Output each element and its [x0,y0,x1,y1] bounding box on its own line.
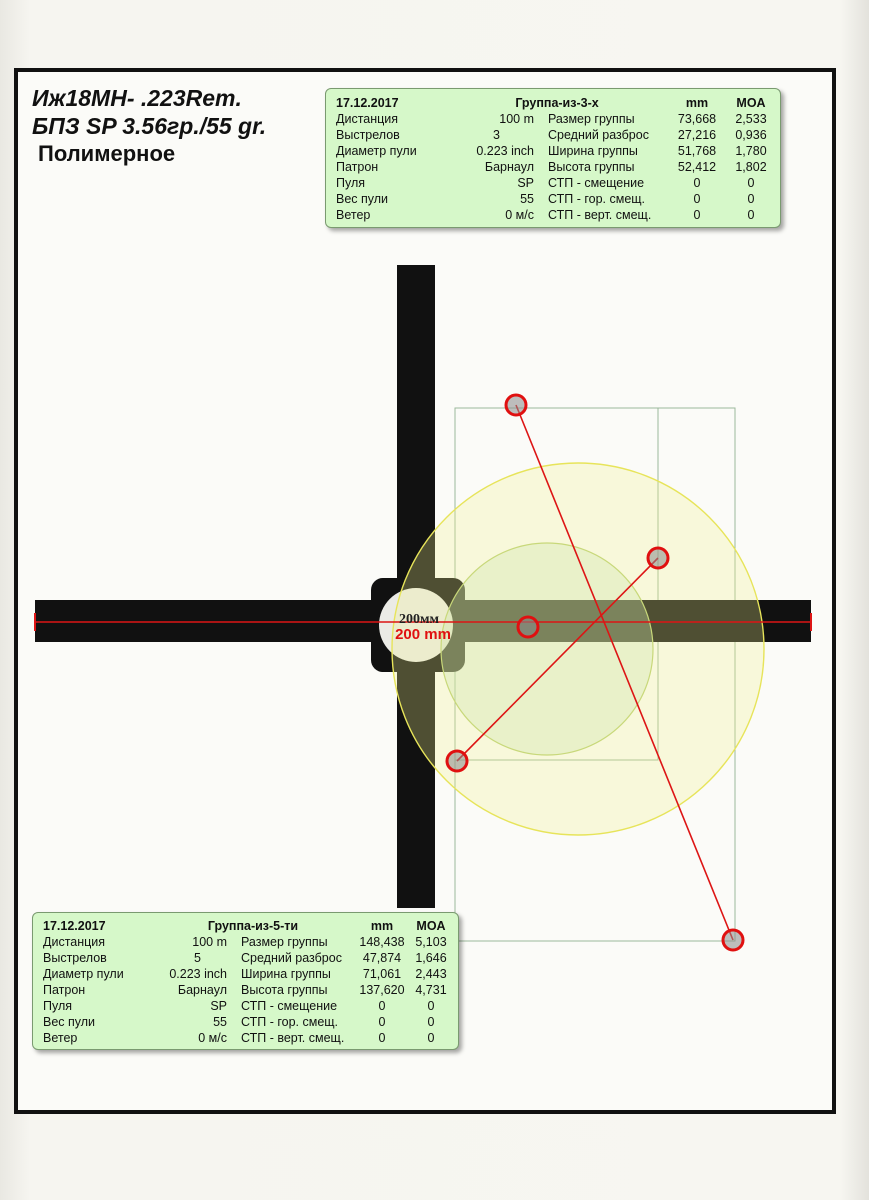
param-value: SP [210,999,227,1013]
stat-label: Средний разброс [241,951,342,965]
stat-mm: 51,768 [677,144,717,158]
group5-row [43,1014,453,1030]
stat-label: Ширина группы [241,967,331,981]
group3-row [336,175,776,191]
title-stock: Полимерное [38,141,176,166]
param-label: Вес пули [43,1015,96,1029]
stat-moa: 0,936 [735,128,767,142]
group5-col-mm: mm [370,919,394,933]
group5-info-box [32,912,459,1050]
param-value: Барнаул [177,983,227,997]
param-value: 55 [213,1015,227,1029]
param-value: Барнаул [484,160,534,174]
param-value: 0 м/с [505,208,534,222]
param-value: SP [517,176,534,190]
param-label: Пуля [336,176,366,190]
group3-row [336,159,776,175]
param-label: Патрон [43,983,86,997]
stat-moa: 0 [747,192,755,206]
scale-label-overlay: 200 mm [395,626,451,643]
stat-mm: 137,620 [359,983,405,997]
stat-moa: 5,103 [415,935,447,949]
group5-row [43,950,453,966]
stat-mm: 0 [693,192,701,206]
stat-moa: 2,533 [735,112,767,126]
stat-moa: 0 [427,1031,435,1045]
param-value: 0 м/с [198,1031,227,1045]
stat-label: Ширина группы [548,144,638,158]
param-label: Ветер [43,1031,78,1045]
param-label: Вес пули [336,192,389,206]
scale-label-printed: 200мм [398,612,440,627]
hit-4 [447,751,467,771]
stat-moa: 4,731 [415,983,447,997]
stat-moa: 1,802 [735,160,767,174]
hit-5 [723,930,743,950]
hit-3 [518,617,538,637]
stat-mm: 0 [693,208,701,222]
stat-moa: 0 [747,208,755,222]
stat-label: СТП - смещение [548,176,645,190]
group3-circle [441,543,653,755]
group3-row [336,143,776,159]
param-value: 0.223 inch [476,144,534,158]
group3-col-mm: mm [685,96,709,110]
stat-mm: 73,668 [677,112,717,126]
stat-moa: 1,646 [415,951,447,965]
stat-mm: 52,412 [677,160,717,174]
stat-label: Размер группы [241,935,328,949]
group3-date: 17.12.2017 [336,96,399,110]
stat-mm: 0 [378,1015,386,1029]
stat-label: Высота группы [241,983,328,997]
param-value: 5 [194,951,201,965]
rifle-title-block [32,84,312,168]
group5-row [43,934,453,950]
param-label: Патрон [336,160,379,174]
stat-label: СТП - гор. смещ. [241,1015,339,1029]
stat-label: Средний разброс [548,128,649,142]
hit-2 [648,548,668,568]
group5-date: 17.12.2017 [43,919,106,933]
group5-row [43,982,453,998]
param-value: 0.223 inch [169,967,227,981]
group5-col-moa: MOA [416,919,446,933]
group3-row [336,111,776,127]
group3-row [336,207,776,223]
stat-label: СТП - гор. смещ. [548,192,646,206]
stat-moa: 1,780 [735,144,767,158]
title-rifle: Иж18МН- .223Rem. [32,85,242,111]
param-label: Дистанция [43,935,106,949]
stat-mm: 71,061 [362,967,402,981]
param-label: Выстрелов [43,951,107,965]
group5-name: Группа-из-5-ти [207,919,299,933]
stat-mm: 0 [378,1031,386,1045]
group5-row [43,1030,453,1046]
param-value: 100 m [192,935,227,949]
stat-moa: 0 [747,176,755,190]
stat-mm: 27,216 [677,128,717,142]
stat-mm: 0 [378,999,386,1013]
stat-moa: 0 [427,1015,435,1029]
param-label: Диаметр пули [43,967,124,981]
param-label: Ветер [336,208,371,222]
param-label: Дистанция [336,112,399,126]
title-bullet: БПЗ SP 3.56гр./55 gr. [32,113,267,139]
group3-col-moa: MOA [736,96,766,110]
group5-row [43,966,453,982]
param-value: 100 m [499,112,534,126]
stat-moa: 0 [427,999,435,1013]
group3-info-box [325,88,781,228]
stat-label: Размер группы [548,112,635,126]
param-value: 3 [493,128,500,142]
stat-mm: 148,438 [359,935,405,949]
param-label: Выстрелов [336,128,400,142]
param-label: Диаметр пули [336,144,417,158]
param-label: Пуля [43,999,73,1013]
group3-row [336,191,776,207]
stat-label: СТП - смещение [241,999,338,1013]
stat-mm: 0 [693,176,701,190]
group3-name: Группа-из-3-х [515,96,599,110]
stat-moa: 2,443 [415,967,447,981]
group3-row [336,127,776,143]
stat-label: СТП - верт. смещ. [241,1031,345,1045]
stat-label: Высота группы [548,160,635,174]
stat-mm: 47,874 [362,951,402,965]
param-value: 55 [520,192,534,206]
group5-row [43,998,453,1014]
stat-label: СТП - верт. смещ. [548,208,652,222]
hit-1 [506,395,526,415]
